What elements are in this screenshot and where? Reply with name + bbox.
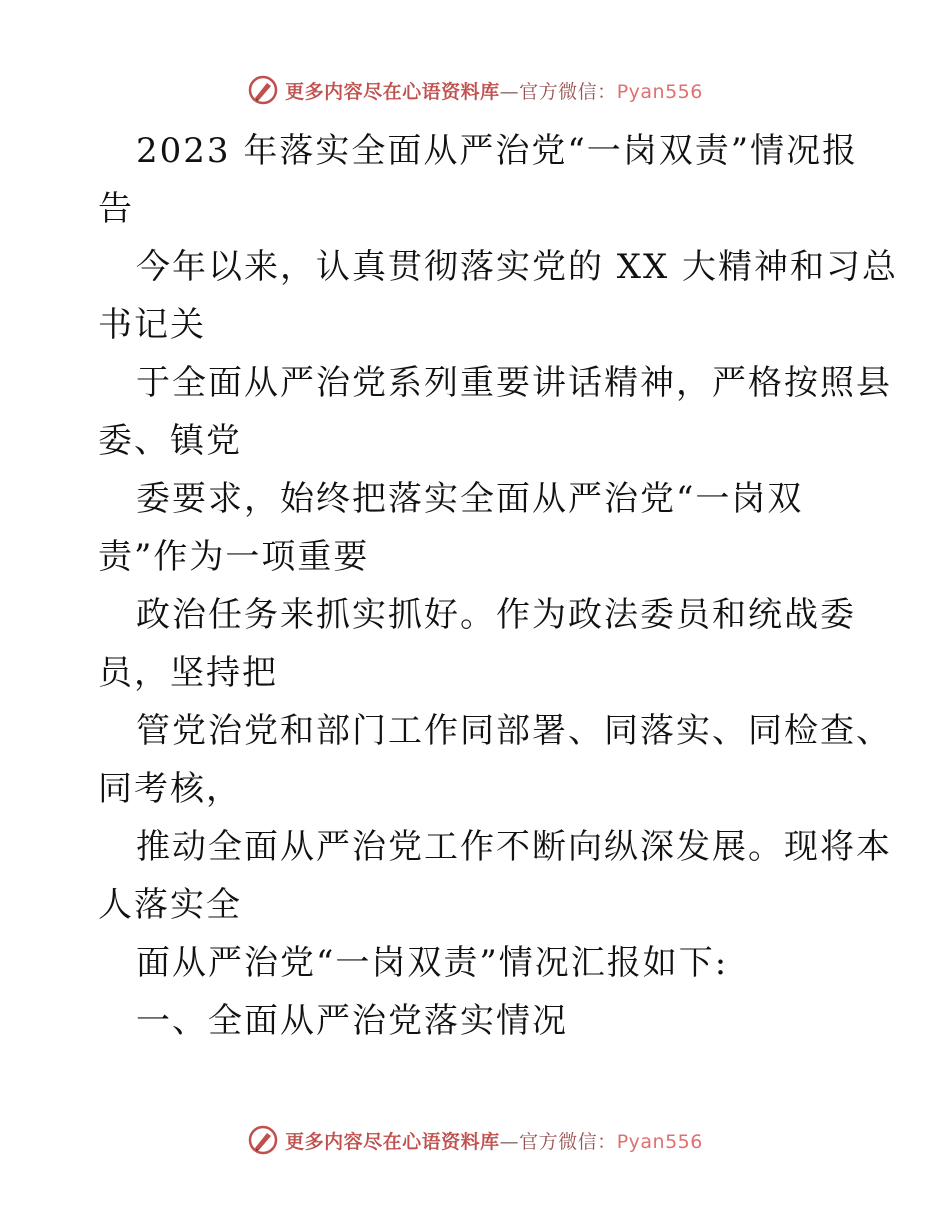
document-line: 同考核， bbox=[98, 769, 242, 809]
document-line: 责”作为一项重要 bbox=[98, 537, 370, 577]
header-watermark bbox=[0, 70, 950, 110]
document-line: 委、镇党 bbox=[98, 421, 242, 461]
document-line: 告 bbox=[98, 189, 134, 229]
document-line: 推动全面从严治党工作不断向纵深发展。现将本 bbox=[136, 827, 892, 867]
document-body bbox=[98, 122, 898, 1050]
document-line: 员，坚持把 bbox=[98, 653, 278, 693]
document-line: 于全面从严治党系列重要讲话精神，严格按照县 bbox=[136, 363, 892, 403]
watermark-text: 更多内容尽在心语资料库—官方微信：Pyan556 bbox=[285, 1130, 703, 1153]
document-line: 今年以来，认真贯彻落实党的 XX 大精神和习总 bbox=[136, 247, 899, 287]
watermark-text: 更多内容尽在心语资料库—官方微信：Pyan556 bbox=[285, 80, 703, 103]
footer-watermark bbox=[0, 1120, 950, 1160]
document-line: 政治任务来抓实抓好。作为政法委员和统战委 bbox=[136, 595, 856, 635]
pen-logo-icon bbox=[247, 1124, 279, 1156]
document-line: 委要求，始终把落实全面从严治党“一岗双 bbox=[136, 479, 804, 519]
pen-logo-icon bbox=[247, 74, 279, 106]
document-line: 管党治党和部门工作同部署、同落实、同检查、 bbox=[136, 711, 892, 751]
document-line: 人落实全 bbox=[98, 885, 242, 925]
document-line: 一、全面从严治党落实情况 bbox=[136, 1001, 568, 1041]
document-line: 面从严治党“一岗双责”情况汇报如下: bbox=[136, 943, 729, 983]
document-line: 2023 年落实全面从严治党“一岗双责”情况报 bbox=[136, 131, 859, 171]
document-line: 书记关 bbox=[98, 305, 206, 345]
